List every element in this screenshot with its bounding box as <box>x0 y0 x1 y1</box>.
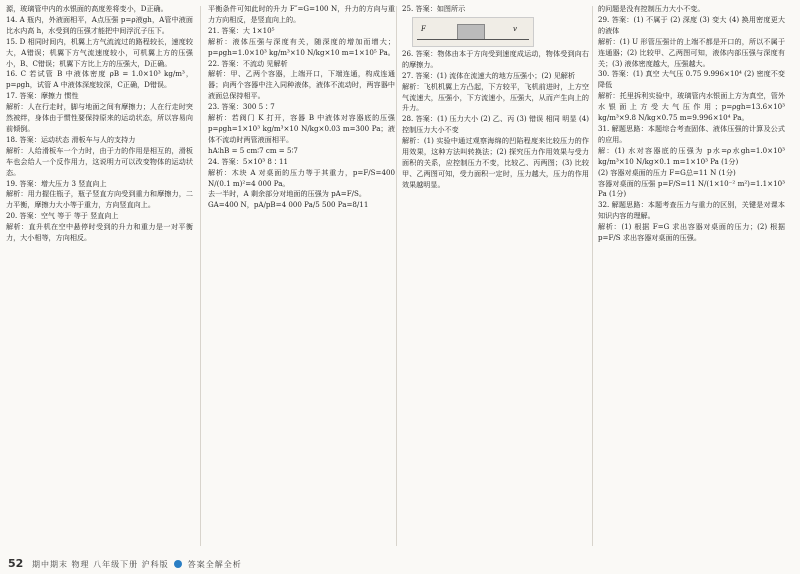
paragraph: 解析：(1) 实验中通过观察海绵的凹陷程度来比较压力的作用效果，这种方法叫转换法；(2) 探究压力作用效果与受力面积的关系，应控制压力不变，比较乙、丙两图；(3) 比较甲、乙两图可知，受力面积一定时，压力越大，压力的作用效果越明显。 <box>402 136 589 189</box>
paragraph: 20. 答案：空气 等于 等于 竖直向上 <box>6 211 119 221</box>
block-shape <box>457 24 485 40</box>
paragraph: 30. 答案：(1) 真空 大气压 0.75 9.996×10⁴ (2) 密度不变 降低 <box>598 69 785 90</box>
column-3 <box>402 4 589 552</box>
paragraph: 的问题是没有控制压力大小不变。 <box>598 4 705 13</box>
paragraph: 24. 答案：5×10³ 8∶11 <box>208 156 289 166</box>
column-divider <box>592 6 593 546</box>
paragraph: 解：(1) 水对容器底的压强为 p水=ρ水gh=1.0×10³ kg/m³×10 N/kg×0.1 m=1×10³ Pa (1分) <box>598 145 785 166</box>
paragraph: 去一半时，A 剩余部分对地面的压强为 pA=F/S。 <box>208 189 367 199</box>
force-label: F <box>421 24 426 33</box>
book-title: 期中期末 物理 八年级下册 沪科版 <box>32 560 169 569</box>
paragraph: hA∶hB = 5 cm∶7 cm = 5∶7 <box>208 145 298 155</box>
paragraph: 解析：甲、乙两个容器，上端开口，下端连通，构成连通器；向两个容器中注入同种液体，液体不流动时，两容器中液面总保持相平。 <box>208 69 395 101</box>
paragraph: 22. 答案：不流动 见解析 <box>208 58 288 68</box>
paragraph: 14. A 瓶内，外液面相平，A点压强 p=ρ液gh，A管中液面比水内高 h，水受到的压强才能把中间浮沉子压下。 <box>6 14 193 35</box>
paragraph: 解析：液体压强与深度有关，随深度的增加而增大；p=ρgh=1.0×10³ kg/m³×10 N/kg×10 m=1×10⁵ Pa。 <box>208 36 395 57</box>
paragraph: 解析：用力握住瓶子，瓶子竖直方向受到重力和摩擦力，二力平衡，摩擦力大小等于重力，方向竖直向上。 <box>6 189 193 210</box>
paragraph: 28. 答案：(1) 压力大小 (2) 乙、丙 (3) 错误 相同 明显 (4) 控制压力大小不变 <box>402 114 589 135</box>
surface-line <box>417 39 529 40</box>
paragraph: 解析：人在行走时，脚与地面之间有摩擦力；人在行走时突然被绊，身体由于惯性要保持原来的运动状态，所以容易向前倾倒。 <box>6 102 193 133</box>
paragraph: 平衡条件可知此时的升力 F″=G=100 N，升力的方向与重力方向相反，是竖直向上的。 <box>208 4 395 24</box>
paragraph: 21. 答案：大 1×10⁵ <box>208 25 275 35</box>
paragraph: 26. 答案：物体由本于方向受到速度成运动，物体受到向右的摩擦力。 <box>402 48 589 69</box>
paragraph: GA=400 N，pA/pB=4 000 Pa/5 500 Pa=8/11 <box>208 200 369 210</box>
page-footer <box>0 554 800 574</box>
paragraph: 解析：飞机机翼上方凸起，下方较平，飞机前进时，上方空气流速大，压强小，下方流速小，压强大，从而产生向上的升力。 <box>402 81 589 113</box>
velocity-label: v <box>513 24 517 33</box>
paragraph: 解析：人给滑板车一个力时，由于力的作用是相互的，滑板车也会给人一个反作用力，这说明力可以改变物体的运动状态。 <box>6 145 193 177</box>
column-4 <box>598 4 785 552</box>
paragraph: 23. 答案：300 5∶7 <box>208 102 275 112</box>
logo-icon <box>174 560 182 568</box>
paragraph: 16. C 若试管 B 中液体密度 ρB = 1.0×10³ kg/m³，p=ρgh，试管 A 中液体深度较深，C正确，D错误。 <box>6 69 193 90</box>
force-diagram <box>412 17 534 47</box>
paragraph: 解析：(1) 根据 F=G 求出容器对桌面的压力；(2) 根据 p=F/S 求出容器对桌面的压强。 <box>598 222 785 243</box>
page-number: 52 <box>8 557 24 570</box>
column-divider <box>200 6 201 546</box>
paragraph: 18. 答案：运动状态 滑板车与人的支持力 <box>6 134 136 144</box>
paragraph: (2) 容器对桌面的压力 F=G总=11 N (1分) <box>598 167 736 177</box>
column-1 <box>6 4 193 552</box>
footer-text <box>32 559 242 570</box>
section-title: 答案全解全析 <box>187 560 242 569</box>
column-divider <box>396 6 397 546</box>
paragraph: 解析：托里拆利实验中，玻璃管内水银面上方为真空，管外水银面上方受大气压作用；p=ρgh=13.6×10³ kg/m³×9.8 N/kg×0.75 m=9.996×10⁴ Pa。 <box>598 91 785 123</box>
paragraph: 解析：木块 A 对桌面的压力等于其重力，p=F/S=400 N/(0.1 m)²=4 000 Pa。 <box>208 167 395 188</box>
paragraph: 解析：直升机在空中悬停时受到的升力和重力是一对平衡力，大小相等，方向相反。 <box>6 222 193 243</box>
paragraph: 29. 答案：(1) 不属于 (2) 深度 (3) 变大 (4) 换用密度更大的液体 <box>598 14 785 35</box>
paragraph: 17. 答案：摩擦力 惯性 <box>6 91 79 101</box>
paragraph: 容器对桌面的压强 p=F/S=11 N/(1×10⁻² m²)=1.1×10³ Pa (1分) <box>598 178 785 199</box>
paragraph: 27. 答案：(1) 流体在流速大的地方压强小；(2) 见解析 <box>402 70 575 80</box>
paragraph: 19. 答案：增大压力 3 竖直向上 <box>6 178 107 188</box>
paragraph: 解析：若阀门 K 打开，容器 B 中液体对容器底的压强 p=ρgh=1×10³ kg/m³×10 N/kg×0.03 m=300 Pa；液体不流动时两管液面相平。 <box>208 113 395 144</box>
paragraph: 31. 解题思路：本题综合考查固体、液体压强的计算及公式的应用。 <box>598 123 785 144</box>
column-2 <box>208 4 395 552</box>
paragraph: 解析：(1) U 形管压强计的上端不都是开口的，所以不属于连通器；(2) 比较甲、乙两图可知，液体内部压强与深度有关；(3) 液体密度越大，压强越大。 <box>598 36 785 68</box>
paragraph: 15. D 相同时间内，机翼上方气流流过的路程较长，速度较大，A错误；机翼下方气流速度较小，可机翼上方的压强小，B、C错误；机翼下方比上方的压强大，D正确。 <box>6 36 193 68</box>
paragraph: 25. 答案：如图所示 <box>402 4 466 13</box>
paragraph: 源，玻璃管中内的水银面的高度差将变小，D正确。 <box>6 4 168 13</box>
paragraph: 32. 解题思路：本题考查压力与重力的区别，关键是对课本知识内容的理解。 <box>598 200 785 221</box>
